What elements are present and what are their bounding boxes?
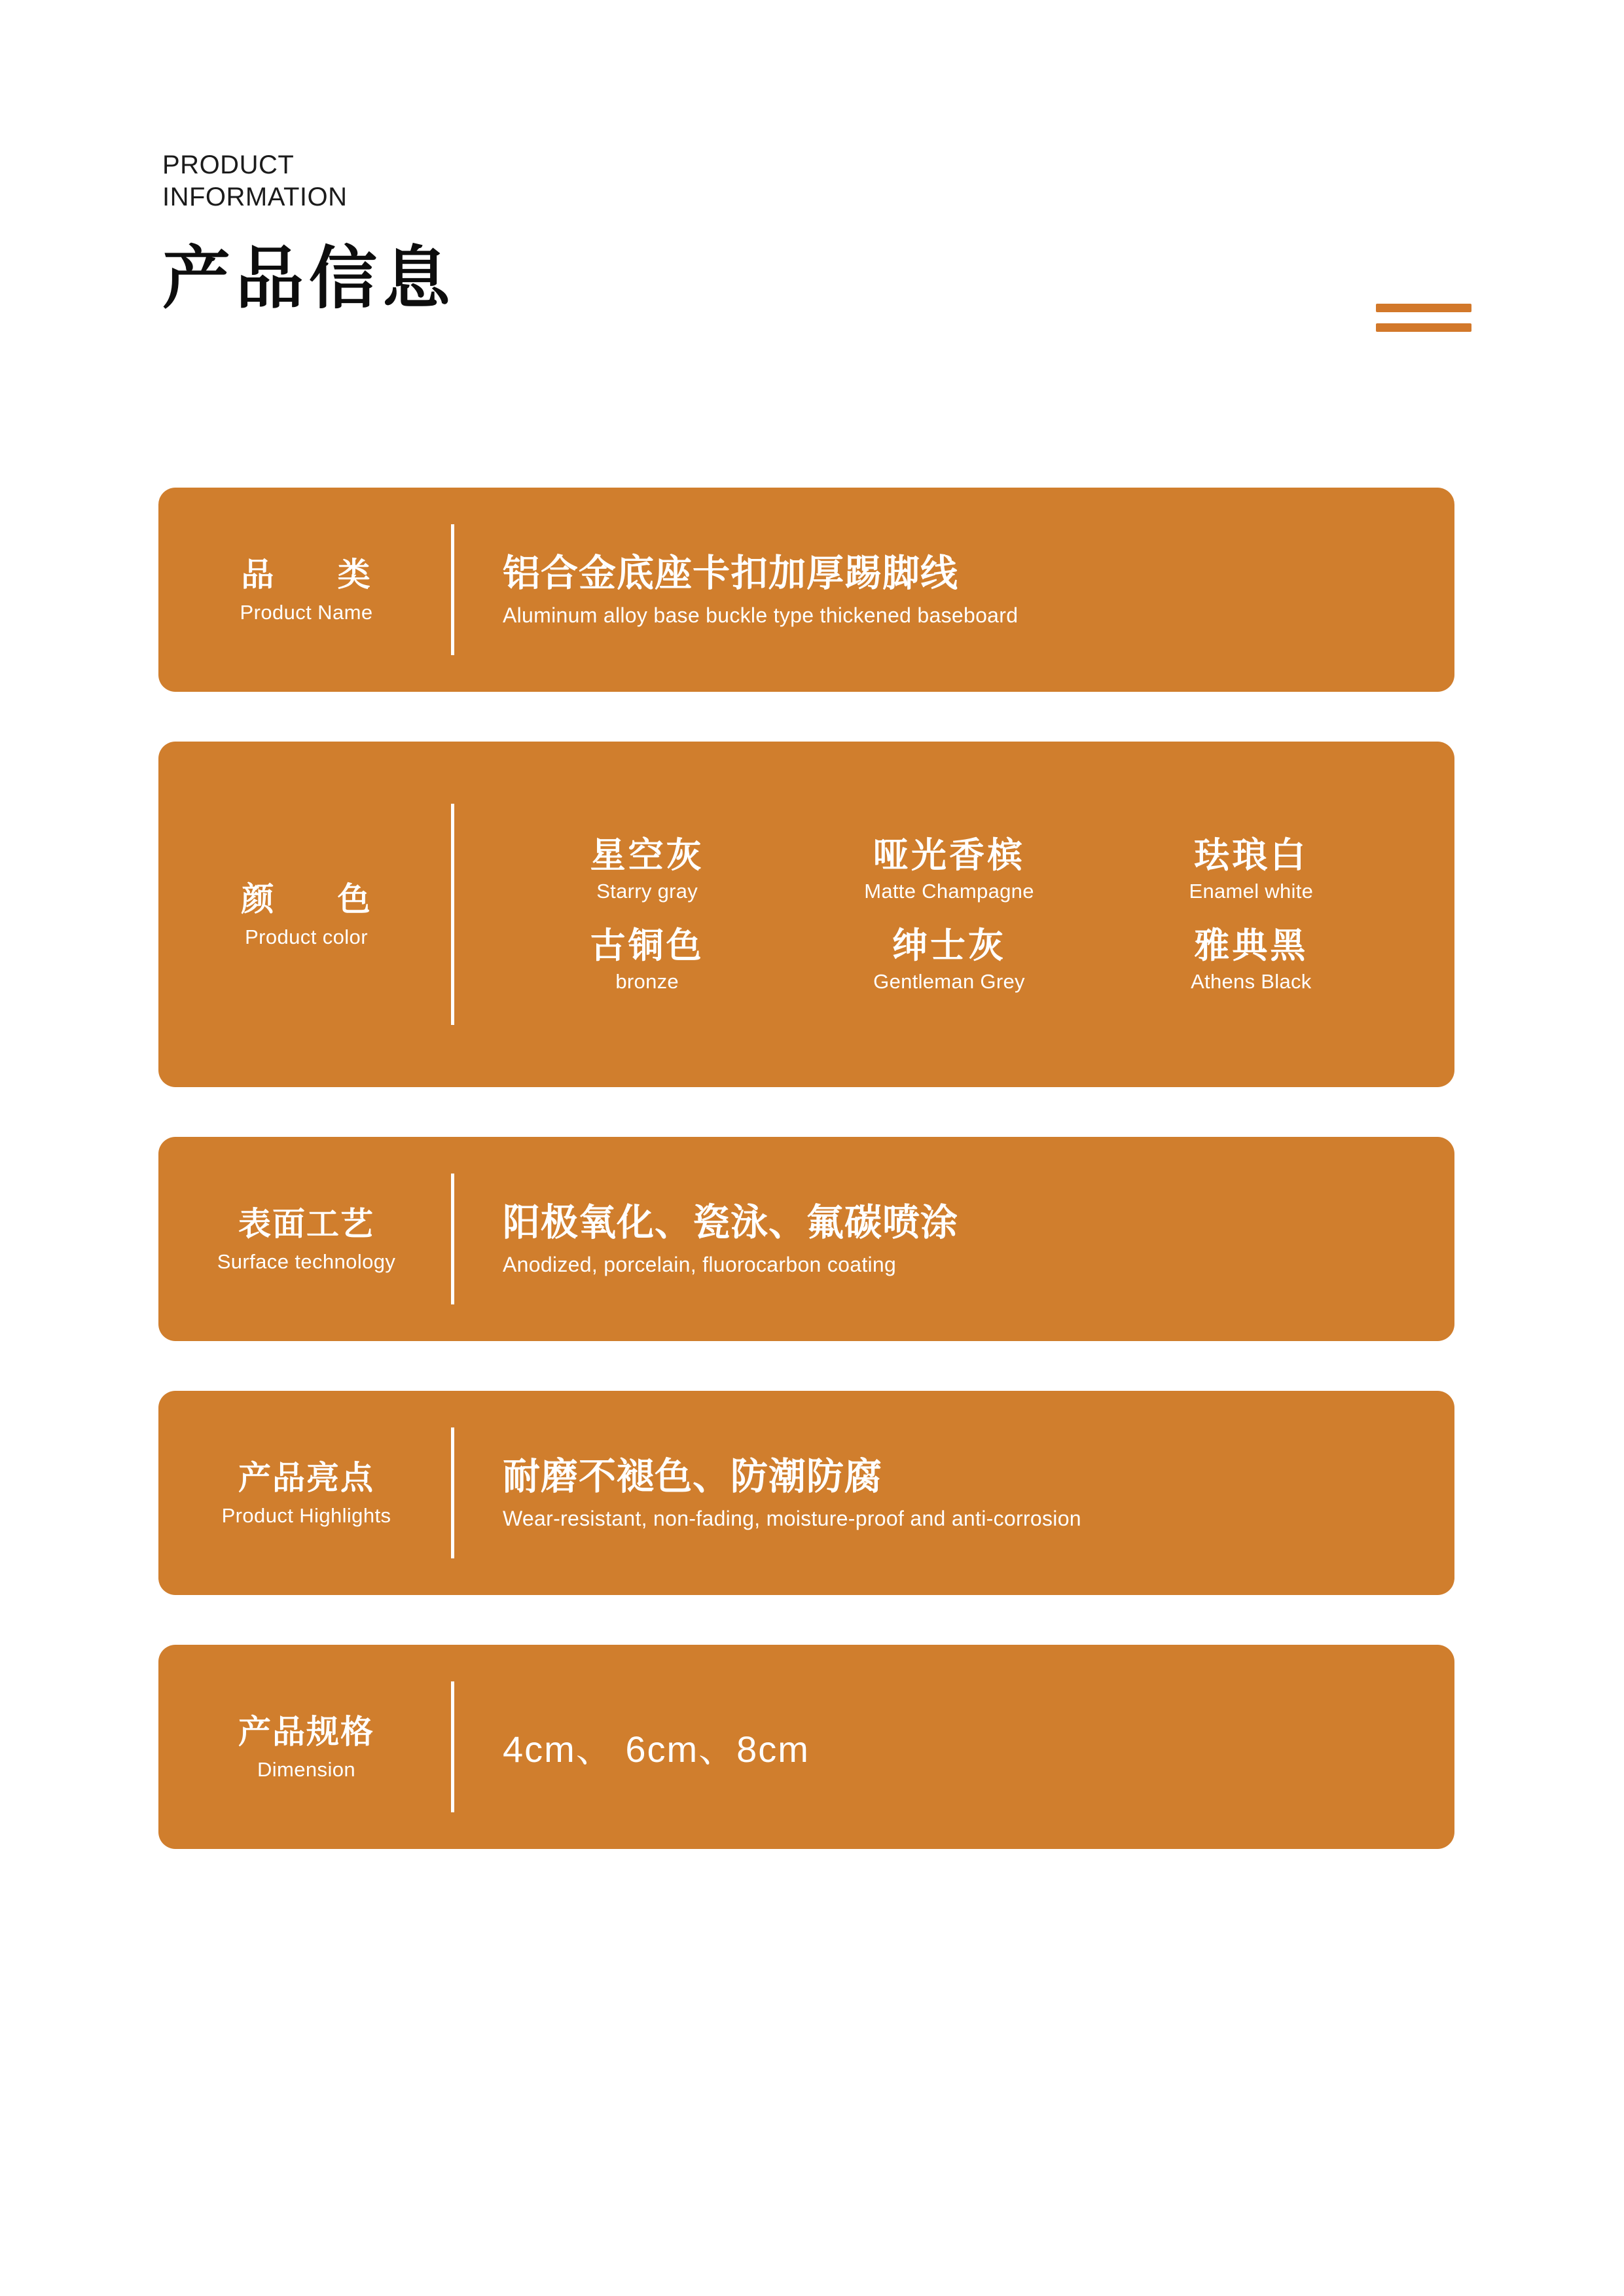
color-name-cn: 哑光香槟 — [873, 835, 1025, 875]
spec-row-product-name — [158, 488, 1454, 692]
page-eyebrow-line2: INFORMATION — [162, 182, 348, 211]
spec-value-product-color — [454, 742, 1454, 1087]
spec-value-cn: 阳极氧化、瓷泳、氟碳喷涂 — [503, 1201, 958, 1244]
spec-label-cn: 颜 色 — [241, 881, 372, 918]
color-option — [1100, 835, 1402, 903]
spec-label-en: Dimension — [257, 1758, 356, 1781]
spec-label-en: Surface technology — [217, 1250, 396, 1273]
color-name-en: Matte Champagne — [864, 880, 1034, 903]
spec-value-dimension — [454, 1645, 1454, 1849]
spec-value-en: Wear-resistant, non-fading, moisture-proof and anti-corrosion — [503, 1506, 1081, 1530]
spec-label-product-name — [158, 488, 454, 692]
hamburger-icon — [1376, 304, 1471, 332]
page-title: 产品信息 — [162, 240, 456, 317]
spec-value-cn: 铝合金底座卡扣加厚踢脚线 — [503, 552, 958, 594]
spec-value-product-highlights — [454, 1391, 1454, 1595]
color-option — [798, 835, 1100, 903]
spec-label-cn: 表面工艺 — [238, 1206, 374, 1242]
color-option — [1100, 925, 1402, 994]
color-option — [798, 925, 1100, 994]
color-name-cn: 雅典黑 — [1194, 926, 1308, 965]
spec-label-surface-technology — [158, 1137, 454, 1341]
dimension-value: 4cm、 6cm、8cm — [503, 1729, 810, 1770]
page-eyebrow-line1: PRODUCT — [162, 151, 295, 179]
spec-value-en: Aluminum alloy base buckle type thickened baseboard — [503, 603, 1019, 627]
color-name-en: bronze — [615, 970, 679, 994]
spec-label-en: Product Name — [240, 601, 373, 624]
hamburger-bar-top — [1376, 304, 1471, 312]
color-name-cn: 绅士灰 — [892, 926, 1006, 965]
color-name-cn: 珐琅白 — [1194, 835, 1308, 875]
spec-row-dimension — [158, 1645, 1454, 1849]
spec-label-dimension — [158, 1645, 454, 1849]
spec-row-surface-technology — [158, 1137, 1454, 1341]
spec-row-product-highlights — [158, 1391, 1454, 1595]
color-name-en: Enamel white — [1189, 880, 1314, 903]
spec-value-product-name — [454, 488, 1454, 692]
color-name-en: Starry gray — [596, 880, 698, 903]
color-option — [496, 925, 798, 994]
spec-label-en: Product Highlights — [221, 1504, 391, 1527]
spec-value-en: Anodized, porcelain, fluorocarbon coating — [503, 1252, 897, 1276]
color-name-en: Athens Black — [1191, 970, 1312, 994]
color-name-en: Gentleman Grey — [873, 970, 1025, 994]
spec-label-en: Product color — [245, 925, 368, 948]
spec-label-product-highlights — [158, 1391, 454, 1595]
spec-label-cn: 产品亮点 — [238, 1460, 374, 1496]
spec-label-product-color — [158, 742, 454, 1087]
spec-label-cn: 品 类 — [241, 556, 372, 593]
spec-value-cn: 耐磨不褪色、防潮防腐 — [503, 1455, 882, 1498]
page-header — [162, 149, 1471, 315]
hamburger-bar-bottom — [1376, 323, 1471, 332]
spec-table — [158, 488, 1454, 1899]
color-option — [496, 835, 798, 903]
color-name-cn: 古铜色 — [590, 926, 704, 965]
color-name-cn: 星空灰 — [590, 835, 704, 875]
spec-value-surface-technology — [454, 1137, 1454, 1341]
page-eyebrow — [162, 149, 1471, 213]
spec-row-product-color — [158, 742, 1454, 1087]
spec-label-cn: 产品规格 — [238, 1713, 374, 1750]
color-grid — [496, 835, 1428, 994]
